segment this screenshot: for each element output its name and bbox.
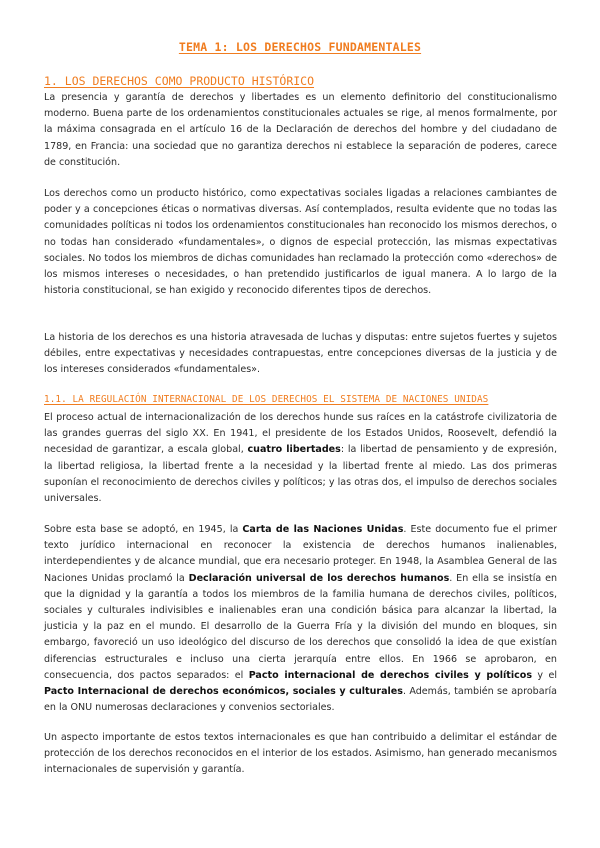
paragraph-6: Un aspecto importante de estos textos internacionales es que han contribuido a delimitar el estándar de protección de los derechos reconocidos en el interior de los estados. Asimismo, han generado mecanismos internacionales de supervisión y garantía. — [44, 732, 557, 776]
paragraph-1: La presencia y garantía de derechos y libertades es un elemento definitorio del constitucionalismo moderno. Buena parte de los ordenamientos constitucionales actuales se rige, al menos formalmente, por la máxima consagrada en el artículo 16 de la Declaración de derechos del hombre y del ciudadano de 1789, en Francia: una sociedad que no garantiza derechos ni establece la separación de poderes, carece de constitución. — [44, 92, 557, 168]
paragraph-4-text-b: : la libertad de pensamiento y de expresión, la libertad religiosa, la libertad frente a la necesidad y la libertad frente al miedo. Las dos primeras suponían el reconocimiento de derechos civiles y políticos; y las otras dos, el impulso de derechos sociales universales. — [44, 444, 557, 505]
section-heading-2 — [44, 394, 564, 405]
paragraph-5 — [44, 522, 557, 716]
document-title: TEMA 1: LOS DERECHOS FUNDAMENTALES — [178, 40, 422, 54]
paragraph-5-text-1: Sobre esta base se adoptó, en 1945, la — [44, 524, 243, 535]
paragraph-5-bold-carta: Carta de las Naciones Unidas — [242, 524, 404, 535]
paragraph-4 — [44, 410, 557, 507]
paragraph-5-text-5: . Además, también se aprobaría en la ONU numerosas declaraciones y convenios sectoriales. — [44, 686, 558, 714]
paragraph-5-bold-pacto-economicos: Pacto Internacional de derechos económicos, sociales y culturales — [44, 686, 403, 698]
paragraph-5-text-4: y el — [532, 669, 557, 681]
paragraph-3: La historia de los derechos es una historia atravesada de luchas y disputas: entre sujetos fuertes y sujetos débiles, entre expectativas y necesidades contrapuestas, entre concepciones diversas de la justicia y de los intereses considerados «fundamentales». — [44, 332, 557, 376]
paragraph-4-bold-cuatro-libertades: cuatro libertades — [247, 444, 341, 456]
paragraph-5-bold-declaracion: Declaración universal de los derechos humanos — [188, 572, 450, 584]
paragraph-4-text-a: El proceso actual de internacionalización de los derechos hunde sus raíces en la catástrofe civilizatoria de las grandes guerras del siglo XX. En 1941, el presidente de los Estados Unidos, Roosevelt, defendió la necesidad de garantizar, a escala global, — [44, 412, 557, 456]
section-heading-1-text: 1. LOS DERECHOS COMO PRODUCTO HISTÓRICO — [44, 74, 315, 88]
paragraph-5-text-3: . En ella se insistía en que la dignidad y la garantía a todos los miembros de la familia humana de derechos civiles, políticos, sociales y culturales indivisibles e inalienables eran una condición básica para alcanzar la libertad, la justicia y la paz en el mundo. El desarrollo de la Guerra Fría y la división del mundo en bloques, sin embargo, favoreció un uso ideológico del discurso de los derechos que consolidó la idea de que existían diferencias estructurales e incluso una cierta jerarquía entre ellos. En 1966 se aprobaron, en consecuencia, dos pactos separados: el — [44, 572, 558, 681]
paragraph-5-bold-pacto-civiles: Pacto internacional de derechos civiles y políticos — [248, 669, 533, 681]
section-heading-1 — [44, 74, 564, 88]
section-heading-2-text: 1.1. LA REGULACIÓN INTERNACIONAL DE LOS DERECHOS EL SISTEMA DE NACIONES UNIDAS — [44, 394, 489, 405]
paragraph-2: Los derechos como un producto histórico, como expectativas sociales ligadas a relaciones cambiantes de poder y a concepciones éticas o normativas diversas. Así contemplados, resulta evidente que no todas las comunidades políticas ni todos los ordenamientos constitucionales han reconocido los mismos derechos, o no todas han considerado «fundamentales», o dignos de especial protección, las mismas expectativas sociales. No todos los miembros de dichas comunidades han reclamado la protección como «derechos» de los mismos intereses o necesidades, o han pretendido justificarlos de igual manera. A lo largo de la historia constitucional, se han exigido y reconocido diferentes tipos de derechos. — [44, 188, 557, 297]
paragraph-5-text-2: . Este documento fue el primer texto jurídico internacional en reconocer la existencia de derechos humanos inalienables, interdependientes y de alcance mundial, que era necesario proteger. En 1948, la Asamblea General de las Naciones Unidas proclamó la — [44, 524, 558, 584]
